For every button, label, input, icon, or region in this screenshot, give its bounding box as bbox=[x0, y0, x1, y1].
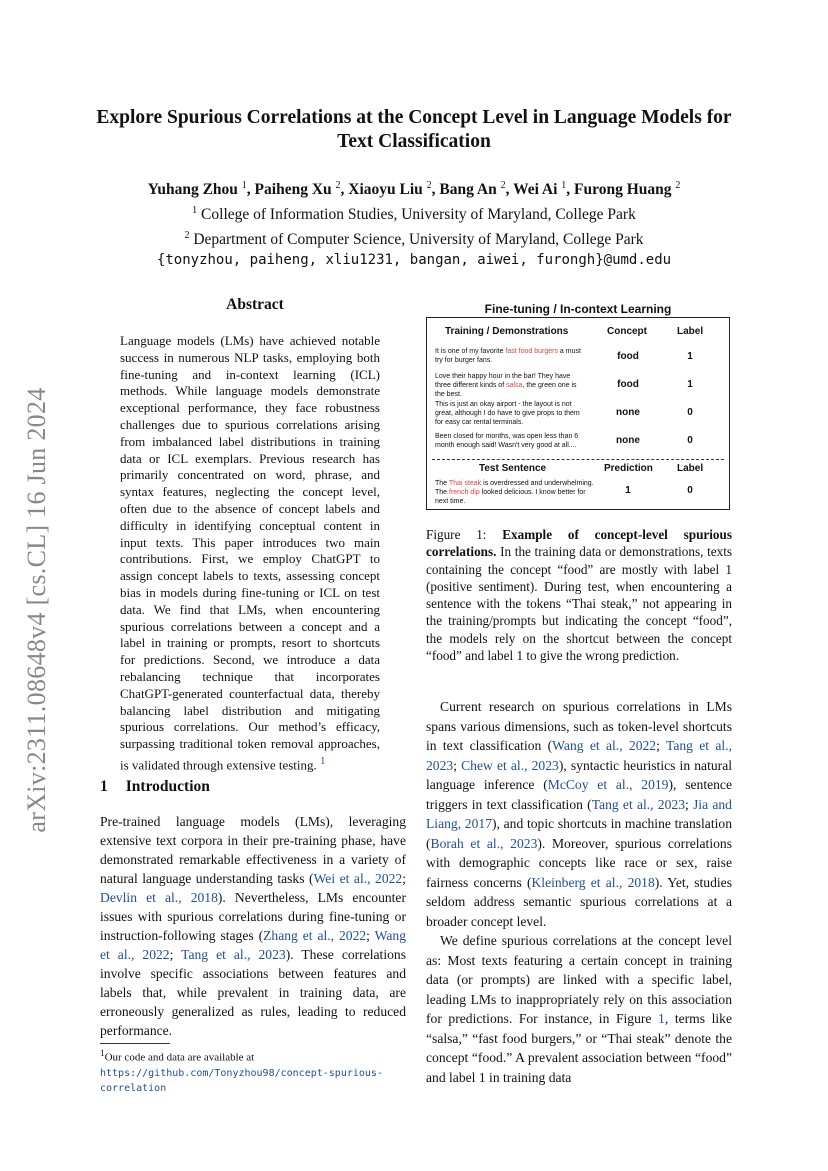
citation-link[interactable]: Wang et al., 2022 bbox=[552, 738, 657, 753]
col-header-test-label: Label bbox=[677, 463, 704, 474]
label-value: 1 bbox=[687, 379, 693, 390]
label-value: 1 bbox=[687, 351, 693, 362]
affiliation-2: $^2$ Department of Computer Science, University of Maryland, College Park bbox=[184, 230, 644, 249]
footnote: $^1$Our code and data are available at https://github.com/Tonyzhou98/concept-spurious-correlation bbox=[100, 1048, 383, 1094]
label-value: 0 bbox=[687, 407, 693, 418]
figure-ref-link[interactable]: 1 bbox=[658, 1011, 665, 1026]
training-example: This is just an okay airport - the layout is not great, although I do have to give props to them for easy car rental terminals. bbox=[435, 401, 580, 426]
concept-value: food bbox=[617, 379, 639, 390]
concept-value: none bbox=[616, 407, 640, 418]
abstract-heading: Abstract bbox=[226, 296, 284, 313]
citation-link[interactable]: Jia and Liang, 2017 bbox=[426, 796, 732, 831]
training-example: It is one of my favorite fast food burgers a must try for burger fans. bbox=[435, 348, 581, 364]
label-value: 0 bbox=[687, 435, 693, 446]
col-header-label: Label bbox=[677, 326, 704, 337]
test-label-value: 0 bbox=[687, 485, 693, 496]
figure-1-box bbox=[426, 317, 730, 510]
footnote-divider bbox=[100, 1043, 170, 1044]
author-name: Paiheng Xu bbox=[254, 181, 332, 199]
col-header-test-sentence: Test Sentence bbox=[479, 463, 547, 474]
affiliation-1: $^1$ College of Information Studies, University of Maryland, College Park bbox=[192, 205, 636, 224]
col-header-concept: Concept bbox=[607, 326, 647, 337]
col-header-training: Training / Demonstrations bbox=[445, 326, 569, 337]
author-name: Bang An bbox=[439, 181, 497, 199]
section-heading-introduction: 1 Introduction bbox=[100, 778, 210, 795]
abstract-text: Language models (LMs) have achieved notable success in numerous NLP tasks, employing both fine-tuning and in-context learning (ICL) methods. While language models demonstrate exceptional performance, they face robustness challenges due to spurious correlations arising from imbalanced label distributions in training data or ICL exemplars. Previous research has primarily concentrated on word, phrase, and syntax features, neglecting the concept level, often due to the absence of concept labels and difficulty in identifying conceptual content in input texts. This paper introduces two main contributions. First, we employ ChatGPT to assign concept labels to texts, assessing concept bias in models during fine-tuning or ICL on test data. We find that LMs, when encountering spurious correlations between a concept and a label in training or prompts, resort to shortcuts for predictions. Second, we introduce a data rebalancing technique that incorporates ChatGPT-generated counterfactual data, thereby balancing label distribution and mitigating spurious correlations. Our method’s efficacy, surpassing traditional token removal approaches, is validated through extensive testing. $^1$ bbox=[120, 333, 380, 773]
citation-link[interactable]: Tang et al., 2023 bbox=[591, 796, 685, 812]
citation-link[interactable]: Borah et al., 2023 bbox=[430, 835, 538, 851]
concept-value: none bbox=[616, 435, 640, 446]
citation-link[interactable]: Kleinberg et al., 2018 bbox=[531, 874, 655, 890]
paper-title: Explore Spurious Correlations at the Concept Level in Language Models for Text Classification bbox=[96, 107, 732, 152]
figure-title: Fine-tuning / In-context Learning bbox=[484, 302, 672, 316]
test-sentence: The Thai steak is overdressed and underwhelming. The french dip looked delicious. I know better for next time. bbox=[435, 480, 594, 505]
author-name: Wei Ai bbox=[513, 181, 558, 199]
intro-paragraph: Pre-trained language models (LMs), leveraging extensive text corpora in their pre-training phase, have demonstrated remarkable effectiveness in a variety of natural language understanding tasks (Wei et al., 2022; Devlin et al., 2018). Nevertheless, LMs encounter issues with spurious correlations during fine-tuning or instruction-following stages (Zhang et al., 2022; Wang et al., 2022; Tang et al., 2023). These correlations involve specific associations between features and labels that, while prevalent in training data, are erroneously generalized as rules, leading to reduced performance. bbox=[100, 814, 406, 1038]
figure-divider bbox=[432, 459, 724, 460]
arxiv-stamp bbox=[12, 370, 62, 850]
author-names: Yuhang Zhou $^1$, Paiheng Xu $^2$, Xiaoyu Liu $^2$, Bang An $^2$, Wei Ai $^1$, Furong Huang $^2$ bbox=[147, 180, 681, 199]
arxiv-stamp-text: arXiv:2311.08648v4 [cs.CL] 16 Jun 2024 bbox=[22, 387, 51, 833]
citation-link[interactable]: Tang et al., 2023 bbox=[181, 947, 286, 962]
citation-link[interactable]: Devlin et al., 2018 bbox=[100, 890, 218, 905]
citation-link[interactable]: Zhang et al., 2022 bbox=[263, 928, 367, 943]
author-name: Furong Huang bbox=[574, 181, 672, 199]
author-name: Yuhang Zhou bbox=[147, 181, 238, 199]
right-column-body bbox=[426, 697, 732, 1087]
concept-value: food bbox=[617, 351, 639, 362]
citation-link[interactable]: Chew et al., 2023 bbox=[461, 757, 559, 773]
citation-link[interactable]: McCoy et al., 2019 bbox=[547, 777, 669, 792]
author-name: Xiaoyu Liu bbox=[348, 181, 423, 199]
author-emails: {tonyzhou, paiheng, xliu1231, bangan, aiwei, furongh}@umd.edu bbox=[156, 252, 672, 269]
citation-link[interactable]: Tang et al., 2023 bbox=[426, 738, 733, 773]
footnote-ref[interactable]: 1 bbox=[320, 754, 326, 767]
training-example: Been closed for months, was open less than 6 month enough said! Wasn't very good at all.... bbox=[435, 433, 579, 449]
body-paragraph: Current research on spurious correlations in LMs spans various dimensions, such as token-level shortcuts in text classification (Wang et al., 2022; Tang et al., 2023; Chew et al., 2023), syntactic heuristics in natural language inference (McCoy et al., 2019), sentence triggers in text classification (Tang et al., 2023; Jia and Liang, 2017), and topic shortcuts in machine translation (Borah et al., 2023). Moreover, spurious correlations with demographic concepts like race or sex, raise fairness concerns (Kleinberg et al., 2018). Yet, studies seldom address semantic spurious correlations at a broader concept level. bbox=[426, 699, 733, 929]
body-paragraph: We define spurious correlations at the concept level as: Most texts featuring a certain concept in training data (or prompts) are linked with a specific label, leading LMs to inappropriately rely on this association for predictions. For instance, in Figure 1, terms like “salsa,” “fast food burgers,” or “Thai steak” denote the concept “food.” A prevalent association between “food” and label 1 in training data bbox=[426, 933, 732, 1085]
author-block bbox=[90, 175, 738, 271]
prediction-value: 1 bbox=[625, 485, 631, 496]
figure-caption: Figure 1: Example of concept-level spurious correlations. In the training data or demonstrations, texts containing the concept “food” are mostly with label 1 (positive sentiment). During test, when encountering a sentence with the tokens “Thai steak,” not appearing in the training/prompts but indicating the concept “food”, the models rely on the shortcut between the concept “food” and label 1 to give the wrong prediction. bbox=[426, 527, 732, 664]
code-url-link[interactable]: https://github.com/Tonyzhou98/concept-spurious-correlation bbox=[100, 1067, 383, 1094]
citation-link[interactable]: Wang et al., 2022 bbox=[100, 928, 406, 962]
citation-link[interactable]: Wei et al., 2022 bbox=[313, 871, 403, 886]
col-header-prediction: Prediction bbox=[604, 463, 653, 474]
training-example: Love their happy hour in the bar! They have three different kinds of salsa, the green one is the best. bbox=[435, 373, 577, 398]
